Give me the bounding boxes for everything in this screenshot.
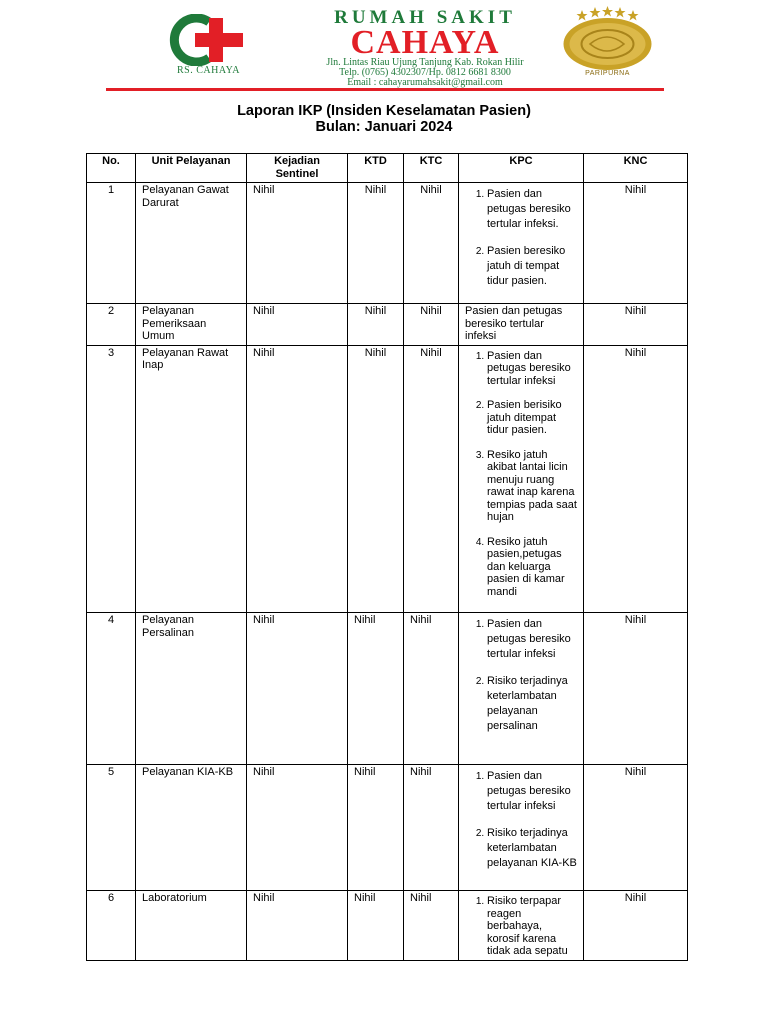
kpc-list <box>465 769 577 871</box>
kpc-item: 1. Pasien dan petugas beresiko tertular infeksi <box>487 617 577 662</box>
kpc-item: 3. Resiko jatuh akibat lantai licin menuju ruang rawat inap karena tempias pada saat hujan <box>487 449 577 524</box>
row-ktd: Nihil <box>348 304 404 346</box>
header-no: No. <box>87 154 136 183</box>
kpc-item: 2. Pasien berisiko jatuh ditempat tidur pasien. <box>487 399 577 437</box>
kpc-item: 4. Resiko jatuh pasien,petugas dan keluarga pasien di kamar mandi <box>487 536 577 599</box>
logo-caption: RS. CAHAYA <box>177 65 240 76</box>
row-kpc <box>459 613 584 765</box>
row-knc: Nihil <box>584 183 688 304</box>
row-kpc <box>459 345 584 613</box>
row-unit: Pelayanan Pemeriksaan Umum <box>136 304 247 346</box>
kpc-item: 1. Pasien dan petugas beresiko tertular infeksi <box>487 350 577 388</box>
row-sentinel: Nihil <box>247 304 348 346</box>
kpc-item: 2. Risiko terjadinya keterlambatan pelayanan persalinan <box>487 674 577 734</box>
row-ktc: Nihil <box>404 345 459 613</box>
kpc-list <box>465 895 577 958</box>
header-ktc: KTC <box>404 154 459 183</box>
header-ktd: KTD <box>348 154 404 183</box>
kpc-item: 1. Pasien dan petugas beresiko tertular infeksi <box>487 769 577 814</box>
row-no: 1 <box>87 183 136 304</box>
row-knc: Nihil <box>584 891 688 961</box>
row-sentinel: Nihil <box>247 765 348 891</box>
table-row <box>87 183 688 304</box>
row-ktc: Nihil <box>404 891 459 961</box>
hospital-title-line1: RUMAH SAKIT <box>334 7 516 28</box>
row-no: 5 <box>87 765 136 891</box>
header-kpc: KPC <box>459 154 584 183</box>
row-ktc: Nihil <box>404 183 459 304</box>
ikp-table <box>86 153 688 961</box>
row-no: 2 <box>87 304 136 346</box>
hospital-title-line2: CAHAYA <box>350 24 500 61</box>
row-no: 6 <box>87 891 136 961</box>
row-ktd: Nihil <box>348 183 404 304</box>
table-row <box>87 304 688 346</box>
seal-caption: PARIPURNA <box>585 70 630 77</box>
kpc-item: 1. Pasien dan petugas beresiko tertular infeksi. <box>487 187 577 232</box>
report-title: Laporan IKP (Insiden Keselamatan Pasien) <box>237 103 531 119</box>
table-row <box>87 891 688 961</box>
table-row <box>87 345 688 613</box>
row-sentinel: Nihil <box>247 613 348 765</box>
row-unit: Pelayanan KIA-KB <box>136 765 247 891</box>
report-subtitle: Bulan: Januari 2024 <box>315 119 453 135</box>
row-kpc <box>459 891 584 961</box>
row-knc: Nihil <box>584 765 688 891</box>
report-title-block <box>0 103 768 135</box>
row-sentinel: Nihil <box>247 891 348 961</box>
row-unit: Pelayanan Rawat Inap <box>136 345 247 613</box>
row-sentinel: Nihil <box>247 345 348 613</box>
red-cross-icon <box>165 14 265 66</box>
header-sentinel: Kejadian Sentinel <box>247 154 348 183</box>
row-knc: Nihil <box>584 304 688 346</box>
accreditation-seal <box>560 6 655 88</box>
kpc-item: 1. Risiko terpapar reagen berbahaya, korosif karena tidak ada sepatu <box>487 895 577 958</box>
kpc-item: 2. Pasien beresiko jatuh di tempat tidur pasien. <box>487 244 577 289</box>
hospital-email: Email : cahayarumahsakit@gmail.com <box>347 77 503 88</box>
row-no: 3 <box>87 345 136 613</box>
hospital-name-block <box>290 8 560 88</box>
table-header-row <box>87 154 688 183</box>
table-row <box>87 765 688 891</box>
row-knc: Nihil <box>584 345 688 613</box>
hospital-address: Jln. Lintas Riau Ujung Tanjung Kab. Rokan Hilir <box>326 57 524 68</box>
letterhead <box>0 0 768 95</box>
kpc-list <box>465 187 577 289</box>
row-knc: Nihil <box>584 613 688 765</box>
hospital-logo <box>165 14 265 80</box>
row-unit: Pelayanan Gawat Darurat <box>136 183 247 304</box>
row-sentinel: Nihil <box>247 183 348 304</box>
row-unit: Laboratorium <box>136 891 247 961</box>
header-knc: KNC <box>584 154 688 183</box>
row-ktd: Nihil <box>348 613 404 765</box>
table-row <box>87 613 688 765</box>
kpc-list <box>465 617 577 734</box>
row-ktd: Nihil <box>348 345 404 613</box>
row-ktc: Nihil <box>404 613 459 765</box>
row-ktd: Nihil <box>348 891 404 961</box>
row-ktd: Nihil <box>348 765 404 891</box>
row-kpc <box>459 765 584 891</box>
header-divider <box>106 88 664 91</box>
gold-seal-icon <box>560 6 655 72</box>
header-unit: Unit Pelayanan <box>136 154 247 183</box>
kpc-item: 2. Risiko terjadinya keterlambatan pelayanan KIA-KB <box>487 826 577 871</box>
kpc-list <box>465 350 577 599</box>
row-no: 4 <box>87 613 136 765</box>
row-kpc <box>459 183 584 304</box>
hospital-phone: Telp. (0765) 4302307/Hp. 0812 6681 8300 <box>339 67 511 78</box>
row-kpc: Pasien dan petugas beresiko tertular infeksi <box>459 304 584 346</box>
row-ktc: Nihil <box>404 304 459 346</box>
row-ktc: Nihil <box>404 765 459 891</box>
row-unit: Pelayanan Persalinan <box>136 613 247 765</box>
